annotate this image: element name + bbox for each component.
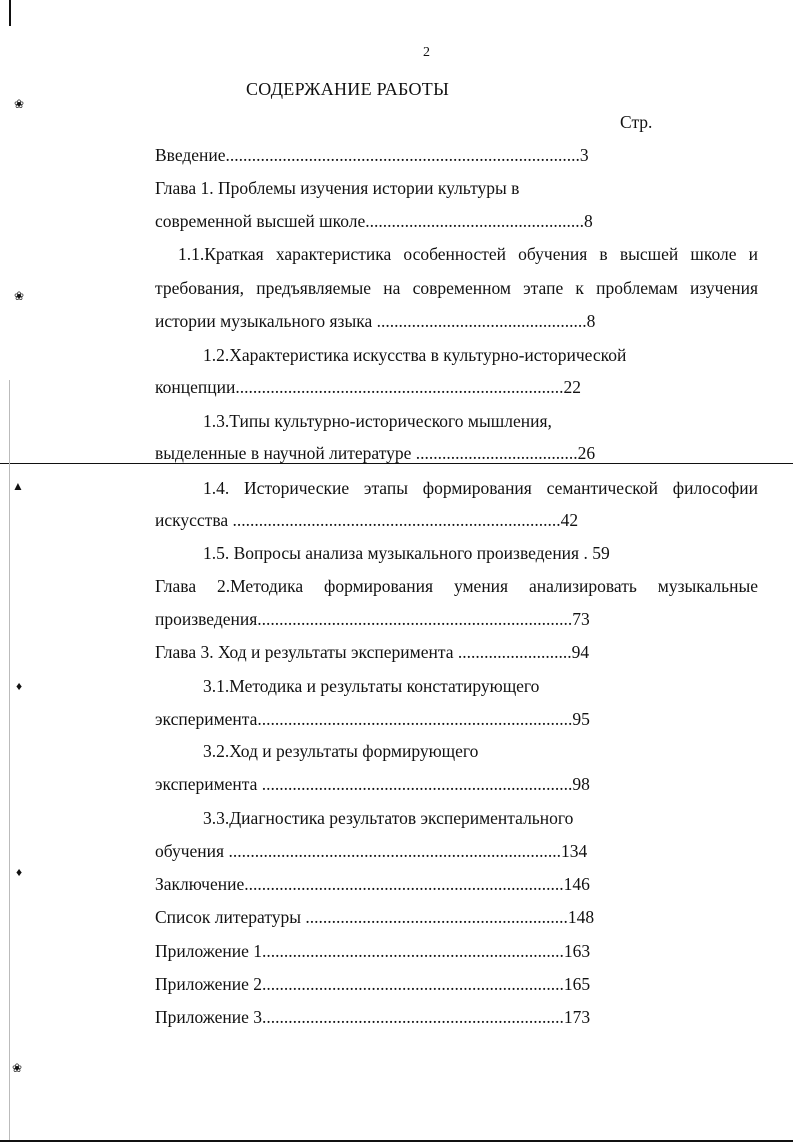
- page-title: СОДЕРЖАНИЕ РАБОТЫ: [246, 79, 450, 99]
- scan-speck: ♦: [16, 679, 23, 693]
- toc-entry-chapter-1-cont: современной высшей школе..................................................8: [155, 211, 593, 231]
- toc-entry-references: Список литературы ............................................................148: [155, 907, 595, 927]
- scan-speck: ❀: [14, 97, 25, 111]
- toc-entry-section-3-1: 3.1.Методика и результаты констатирующего: [203, 676, 540, 696]
- page-number: 2: [423, 45, 430, 60]
- toc-entry-chapter-2: Глава 2.Методика формирования умения анализировать музыкальные: [155, 576, 758, 596]
- toc-entry-section-1-5: 1.5. Вопросы анализа музыкального произведения . 59: [203, 543, 610, 563]
- toc-entry-appendix-1: Приложение 1.....................................................................163: [155, 941, 591, 961]
- toc-entry-chapter-1: Глава 1. Проблемы изучения истории культуры в: [155, 178, 520, 198]
- toc-entry-section-3-1-end: эксперимента........................................................................95: [155, 709, 590, 729]
- scan-speck: ❀: [12, 1061, 23, 1075]
- toc-entry-section-1-4: 1.4. Исторические этапы формирования семантической философии: [203, 478, 758, 498]
- toc-entry-section-3-2-end: эксперимента .......................................................................98: [155, 774, 590, 794]
- scan-margin-line: [9, 380, 10, 1140]
- scan-speck: ♦: [16, 865, 23, 879]
- scan-fold-line: [0, 463, 793, 464]
- toc-entry-appendix-3: Приложение 3.....................................................................173: [155, 1007, 591, 1027]
- toc-entry-section-1-3-end: выделенные в научной литературе .....................................26: [155, 443, 596, 463]
- toc-entry-section-1-2: 1.2.Характеристика искусства в культурно-исторической: [203, 345, 627, 365]
- page-column-label: Стр.: [620, 112, 653, 132]
- scan-bottom-edge: [0, 1140, 793, 1142]
- toc-entry-section-1-3: 1.3.Типы культурно-исторического мышления,: [203, 411, 552, 431]
- toc-entry-intro: Введение.................................................................................3: [155, 145, 589, 165]
- scan-speck: ❀: [14, 289, 25, 303]
- toc-entry-section-1-1-cont: требования, предъявляемые на современном этапе к проблемам изучения: [155, 278, 758, 298]
- toc-entry-section-3-2: 3.2.Ход и результаты формирующего: [203, 741, 479, 761]
- scan-speck: ▲: [12, 479, 24, 493]
- toc-entry-section-1-4-end: искусства ...........................................................................42: [155, 510, 579, 530]
- toc-entry-conclusion: Заключение.........................................................................146: [155, 874, 590, 894]
- toc-entry-section-3-3: 3.3.Диагностика результатов экспериментального: [203, 808, 574, 828]
- toc-entry-section-1-2-end: концепции...........................................................................22: [155, 377, 581, 397]
- toc-entry-section-1-1: 1.1.Краткая характеристика особенностей обучения в высшей школе и: [178, 244, 758, 264]
- scan-margin-mark: [9, 0, 11, 26]
- toc-entry-section-3-3-end: обучения ............................................................................134: [155, 841, 588, 861]
- toc-entry-chapter-3: Глава 3. Ход и результаты эксперимента ..........................94: [155, 642, 590, 662]
- toc-entry-chapter-2-end: произведения........................................................................73: [155, 609, 590, 629]
- toc-entry-section-1-1-end: истории музыкального языка ................................................8: [155, 311, 596, 331]
- toc-entry-appendix-2: Приложение 2.....................................................................165: [155, 974, 591, 994]
